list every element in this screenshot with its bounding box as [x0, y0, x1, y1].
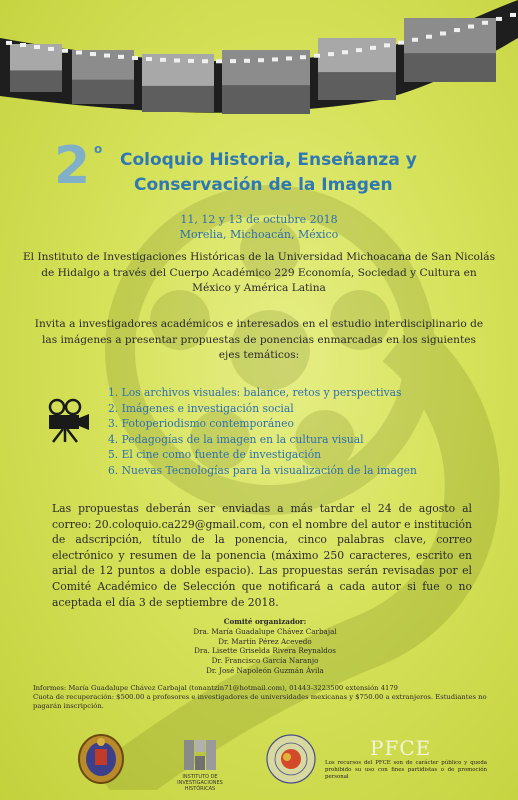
sprocket-hole	[6, 41, 12, 45]
institute-logo-line: INVESTIGACIONES	[177, 780, 223, 786]
theme-item: 6. Nuevas Tecnologías para la visualización de la imagen	[108, 463, 417, 477]
sprocket-hole	[188, 59, 194, 63]
title-block	[52, 136, 502, 202]
institute-logo-line: INSTITUTO DE	[182, 774, 218, 780]
committee-heading: Comité organizador:	[223, 617, 307, 626]
sprocket-hole	[440, 31, 446, 35]
sprocket-hole	[286, 56, 292, 60]
sprocket-hole	[356, 48, 362, 52]
sprocket-hole	[104, 54, 110, 58]
sprocket-hole	[370, 46, 376, 50]
film-frame-shade	[318, 72, 396, 100]
circular-seal-icon	[265, 733, 317, 785]
committee-member: Dra. María Guadalupe Chávez Carbajal	[193, 626, 337, 636]
sprocket-hole	[118, 55, 124, 59]
sprocket-hole	[426, 35, 432, 39]
sprocket-hole	[300, 55, 306, 59]
film-camera-icon	[43, 398, 93, 443]
info-block	[33, 684, 493, 712]
committee-member: Dra. Lisette Griselda Rivera Reynaldos	[194, 646, 336, 656]
committee-member: Dr. Martín Pérez Acevedo	[218, 636, 312, 646]
pfce-note: Los recursos del PFCE son de carácter público y queda prohibido su uso con fines partidistas o de promoción personal	[325, 760, 487, 780]
sprocket-hole	[216, 59, 222, 63]
invite-paragraph: Invita a investigadores académicos e interesados en el estudio interdisciplinario de las imágenes a presentar propuestas de ponencias enmarcadas en los siguientes ejes temáticos:	[34, 318, 484, 361]
sprocket-hole	[468, 24, 474, 28]
university-seal-icon	[77, 733, 125, 785]
sprocket-hole	[146, 57, 152, 61]
sprocket-hole	[62, 49, 68, 53]
sprocket-hole	[314, 54, 320, 58]
themes-list	[108, 385, 488, 479]
edition-suffix: o	[94, 142, 103, 156]
sprocket-hole	[76, 50, 82, 54]
info-contact: Informes: María Guadalupe Chávez Carbajal (tonantzin71@hotmail.com), 01443-3223500 extensión 4179	[33, 684, 398, 692]
intro-paragraph: El Instituto de Investigaciones Históricas de la Universidad Michoacana de San Nicolás de Hidalgo a través del Cuerpo Académico 229 Economía, Sociedad y Cultura en México y América Latina	[22, 251, 496, 294]
title-line-2: Conservación de la Imagen	[134, 175, 393, 195]
event-dates: 11, 12 y 13 de octubre 2018	[180, 213, 338, 226]
institute-logo-line: HISTÓRICAS	[184, 786, 216, 792]
sprocket-hole	[230, 59, 236, 63]
sprocket-hole	[398, 41, 404, 45]
sprocket-hole	[258, 58, 264, 62]
institute-logo-icon	[182, 738, 218, 772]
sprocket-hole	[272, 57, 278, 61]
committee-member: Dr. Francisco García Naranjo	[211, 656, 319, 666]
theme-item: 4. Pedagogías de la imagen en la cultura visual	[108, 432, 364, 446]
film-strip	[0, 0, 518, 125]
sprocket-hole	[342, 50, 348, 54]
sprocket-hole	[90, 52, 96, 56]
pfce-logo: PFCE	[370, 736, 432, 760]
sprocket-hole	[454, 28, 460, 32]
event-place: Morelia, Michoacán, México	[179, 228, 339, 241]
sprocket-hole	[174, 58, 180, 62]
institute-logo	[170, 738, 230, 793]
film-frame-shade	[72, 80, 134, 104]
sprocket-hole	[48, 47, 54, 51]
sprocket-hole	[510, 13, 516, 17]
film-frame-shade	[142, 86, 214, 112]
theme-item: 1. Los archivos visuales: balance, retos y perspectivas	[108, 386, 402, 399]
sprocket-hole	[202, 59, 208, 63]
theme-item: 5. El cine como fuente de investigación	[108, 448, 322, 462]
sprocket-hole	[496, 17, 502, 21]
sprocket-hole	[328, 52, 334, 56]
sprocket-hole	[482, 21, 488, 25]
committee-member: Dr. José Napoleón Guzmán Ávila	[206, 665, 324, 675]
deadline-paragraph: Las propuestas deberán ser enviadas a más tardar el 24 de agosto al correo: 20.coloquio.ca229@gmail.com, con el nombre del autor e institución de adscripción, título de la ponencia, cinco palabras clave, correo electrónico y resumen de la ponencia (máximo 250 caracteres, escrito en arial de 12 puntos a doble espacio). Las propuestas serán revisadas por el Comité Académico de Selección que notificará a cada autor si fue o no aceptada el día 3 de septiembre de 2018.	[52, 502, 472, 609]
film-frame-shade	[404, 53, 496, 82]
institute-logo-text	[170, 774, 230, 792]
sprocket-hole	[384, 43, 390, 47]
sprocket-hole	[34, 45, 40, 49]
organizing-committee	[150, 617, 380, 676]
edition-number: 2	[54, 136, 91, 196]
title-line-1: Coloquio Historia, Enseñanza y	[120, 150, 417, 170]
sprocket-hole	[160, 58, 166, 62]
sprocket-hole	[244, 59, 250, 63]
film-frame-shade	[222, 85, 310, 114]
info-fee: Cuota de recuperación: $500.00 a profesores e investigadores de universidades mexicanas y $750.00 a extranjeros. Estudiantes no pagarán inscripción.	[33, 693, 487, 711]
film-frame-shade	[10, 70, 62, 92]
sprocket-hole	[412, 38, 418, 42]
theme-item: 3. Fotoperiodismo contemporáneo	[108, 417, 294, 431]
sprocket-hole	[132, 56, 138, 60]
sprocket-hole	[20, 43, 26, 47]
theme-item: 2. Imágenes e investigación social	[108, 401, 294, 415]
